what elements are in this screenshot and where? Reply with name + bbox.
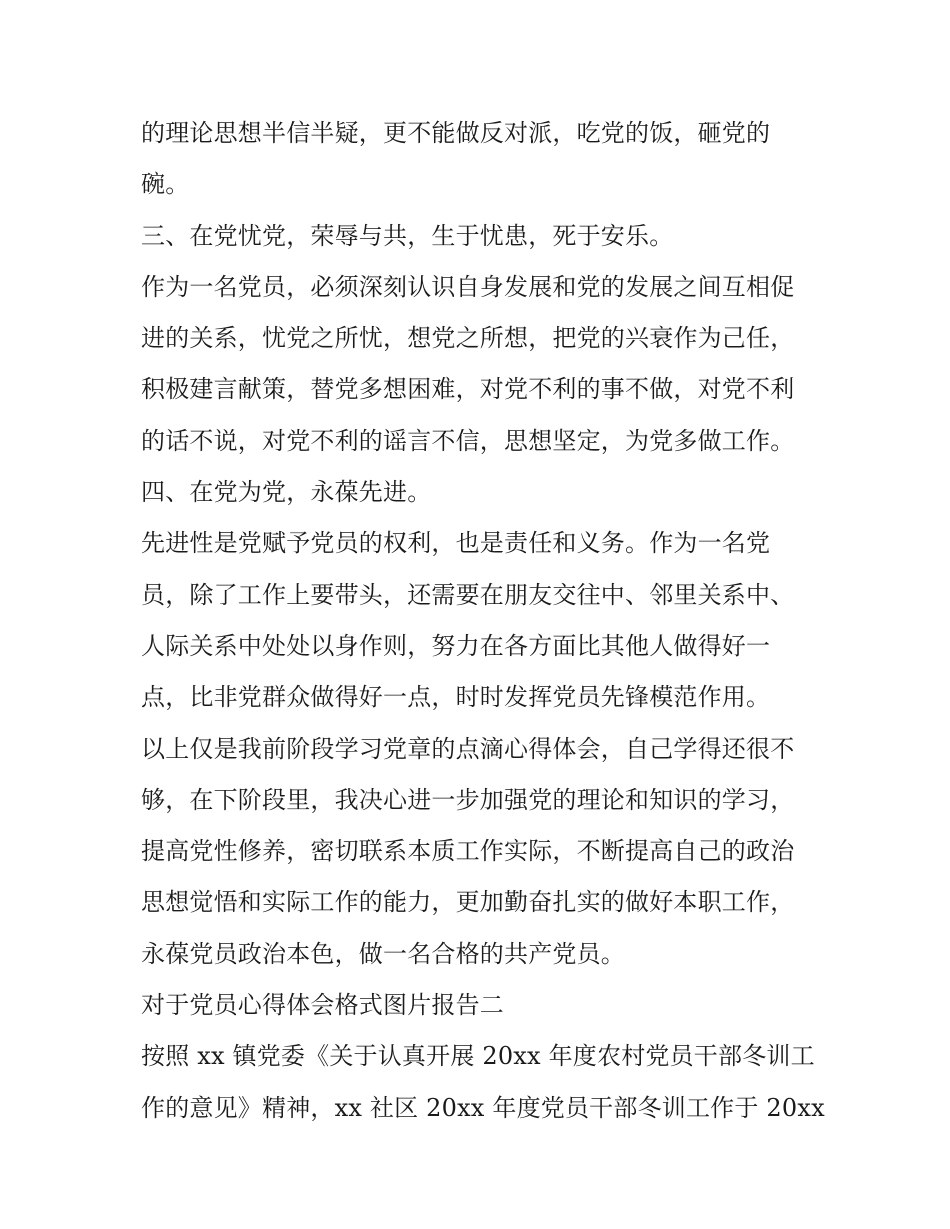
section-heading: 四、在党为党，永葆先进。 (141, 478, 432, 507)
text-line: 积极建言献策，替党多想困难，对党不利的事不做，对党不利 (141, 375, 795, 404)
text-line: 作的意见》精神，xx 社区 20xx 年度党员干部冬训工作于 20xx (141, 1093, 825, 1122)
text-line: 进的关系，忧党之所忧，想党之所想，把党的兴衰作为己任， (141, 324, 795, 353)
text-line: 永葆党员政治本色，做一名合格的共产党员。 (141, 939, 625, 968)
text-line: 碗。 (141, 170, 190, 199)
report-title: 对于党员心得体会格式图片报告二 (141, 991, 504, 1020)
text-line: 思想觉悟和实际工作的能力，更加勤奋扎实的做好本职工作， (141, 888, 795, 917)
document-body (141, 108, 825, 1134)
text-line: 的理论思想半信半疑，更不能做反对派，吃党的饭，砸党的 (141, 119, 771, 147)
text-line: 按照 xx 镇党委《关于认真开展 20xx 年度农村党员干部冬训工 (141, 1042, 815, 1071)
text-line: 够，在下阶段里，我决心进一步加强党的理论和知识的学习， (141, 785, 795, 814)
text-line: 的话不说，对党不利的谣言不信，思想坚定，为党多做工作。 (141, 426, 795, 455)
text-line: 提高党性修养，密切联系本质工作实际，不断提高自己的政治 (141, 837, 795, 866)
text-line: 作为一名党员，必须深刻认识自身发展和党的发展之间互相促 (141, 272, 795, 301)
text-line: 人际关系中处处以身作则，努力在各方面比其他人做得好一 (141, 631, 771, 660)
text-line: 先进性是党赋予党员的权利，也是责任和义务。作为一名党 (141, 529, 771, 558)
text-line: 以上仅是我前阶段学习党章的点滴心得体会，自己学得还很不 (141, 734, 795, 763)
section-heading: 三、在党忧党，荣辱与共，生于忧患，死于安乐。 (141, 221, 674, 250)
text-line: 员，除了工作上要带头，还需要在朋友交往中、邻里关系中、 (141, 580, 795, 609)
text-line: 点，比非党群众做得好一点，时时发挥党员先锋模范作用。 (141, 683, 771, 712)
